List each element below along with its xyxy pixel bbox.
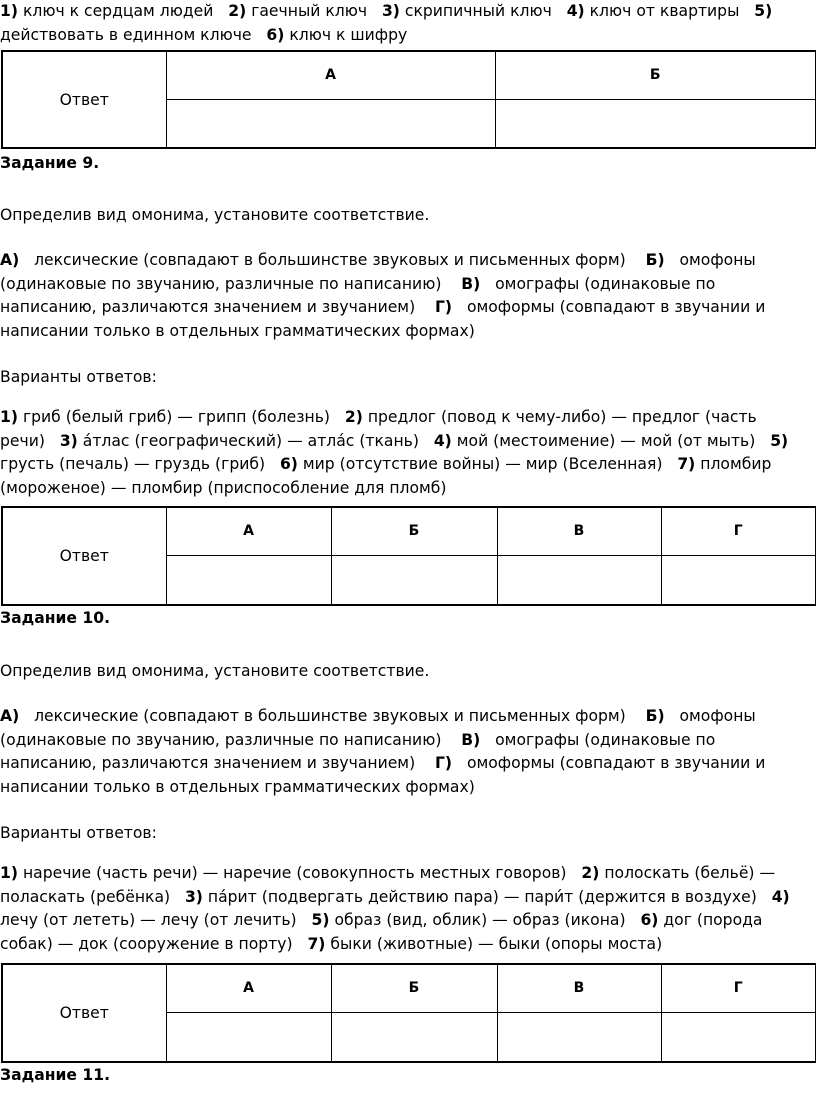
- answer-table-top: [1, 50, 816, 149]
- column-header-a: А: [166, 51, 495, 99]
- variant-text: образ (вид, облик) — образ (икона): [334, 911, 626, 930]
- type-text: омоформы (совпадают в звучании и написании только в отдельных грамматических формах): [0, 754, 766, 797]
- option-text: ключ от квартиры: [589, 2, 740, 20]
- variant-number: 7): [677, 455, 696, 474]
- variant-number: 3): [184, 887, 203, 906]
- task-9-variants-paragraph: [0, 406, 812, 501]
- answer-cell-a[interactable]: [166, 555, 331, 605]
- option-text: скрипичный ключ: [404, 2, 552, 20]
- type-text: омоформы (совпадают в звучании и написании только в отдельных грамматических формах): [0, 298, 766, 341]
- task-10-instruction: Определив вид омонима, установите соответствие.: [0, 662, 430, 680]
- option-number: 3): [381, 2, 400, 20]
- task-10-variants-paragraph: [0, 862, 812, 957]
- type-text: омофоны (одинаковые по звучанию, различные по написанию): [0, 707, 756, 749]
- variant-text: быки (животные) — быки (опоры моста): [330, 935, 663, 954]
- option-number: 6): [266, 25, 285, 44]
- type-text: омографы (одинаковые по написанию, различаются значением и звучанием): [0, 730, 716, 773]
- column-header-b: Б: [495, 51, 816, 99]
- column-header-g: Г: [661, 507, 816, 555]
- type-text: лексические (совпадают в большинстве звуковых и письменных форм): [34, 251, 626, 269]
- option-number: 2): [228, 2, 247, 20]
- type-key: Б): [645, 251, 665, 269]
- variant-number: 4): [433, 431, 452, 450]
- variant-number: 7): [307, 935, 326, 954]
- variant-text: предлог (повод к чему-либо) — предлог (часть речи): [0, 408, 757, 450]
- option-text: ключ к шифру: [289, 25, 408, 44]
- column-header-b: Б: [331, 964, 497, 1012]
- option-number: 5): [754, 2, 773, 20]
- option-text: действовать в единном ключе: [0, 25, 252, 44]
- answer-label: Ответ: [2, 51, 166, 148]
- task-9-instruction: Определив вид омонима, установите соответствие.: [0, 206, 430, 224]
- variant-text: грусть (печаль) — груздь (гриб): [0, 455, 266, 474]
- variant-text: мир (отсутствие войны) — мир (Вселенная): [302, 455, 663, 474]
- variant-number: 4): [771, 887, 790, 906]
- task-10-variants-label: Варианты ответов:: [0, 824, 157, 842]
- variant-number: 6): [279, 455, 298, 474]
- variant-number: 1): [0, 864, 18, 882]
- task-9-variants-label: Варианты ответов:: [0, 368, 157, 386]
- top-options-paragraph: [0, 0, 812, 47]
- variant-number: 5): [770, 431, 789, 450]
- type-key: Б): [645, 707, 665, 725]
- type-text: омографы (одинаковые по написанию, различаются значением и звучанием): [0, 274, 716, 317]
- answer-cell-g[interactable]: [661, 1012, 816, 1062]
- variant-number: 2): [344, 408, 363, 426]
- answer-cell-v[interactable]: [497, 555, 661, 605]
- variant-number: 5): [311, 911, 330, 930]
- answer-cell-b[interactable]: [495, 99, 816, 148]
- type-key: Г): [434, 298, 453, 317]
- type-text: лексические (совпадают в большинстве звуковых и письменных форм): [34, 707, 626, 725]
- variant-number: 1): [0, 408, 18, 426]
- answer-cell-v[interactable]: [497, 1012, 661, 1062]
- column-header-v: В: [497, 964, 661, 1012]
- task-10-heading: Задание 10.: [0, 609, 111, 627]
- type-text: омофоны (одинаковые по звучанию, различные по написанию): [0, 251, 756, 293]
- variant-text: пломбир (мороженое) — пломбир (приспособление для пломб): [0, 455, 772, 498]
- answer-label: Ответ: [2, 964, 166, 1062]
- variant-text: лечу (от лететь) — лечу (от лечить): [0, 911, 297, 930]
- column-header-a: А: [166, 507, 331, 555]
- option-text: ключ к сердцам людей: [22, 2, 214, 20]
- variant-number: 6): [640, 911, 659, 930]
- column-header-a: А: [166, 964, 331, 1012]
- variant-text: дог (порода собак) — док (сооружение в порту): [0, 911, 763, 954]
- variant-text: полоскать (бельё) — поласкать (ребёнка): [0, 864, 776, 906]
- type-key: В): [461, 730, 481, 749]
- task-11-heading: Задание 11.: [0, 1066, 111, 1084]
- answer-cell-b[interactable]: [331, 1012, 497, 1062]
- type-key: А): [0, 251, 20, 269]
- option-number: 4): [566, 2, 585, 20]
- task-9-heading: Задание 9.: [0, 154, 100, 172]
- answer-label: Ответ: [2, 507, 166, 605]
- variant-number: 3): [59, 431, 78, 450]
- answer-table-task-10: [1, 963, 816, 1063]
- answer-cell-a[interactable]: [166, 1012, 331, 1062]
- column-header-g: Г: [661, 964, 816, 1012]
- answer-cell-a[interactable]: [166, 99, 495, 148]
- variant-text: мой (местоимение) — мой (от мыть): [456, 431, 756, 450]
- task-9-types-paragraph: [0, 249, 812, 344]
- column-header-b: Б: [331, 507, 497, 555]
- variant-text: гриб (белый гриб) — грипп (болезнь): [22, 408, 330, 426]
- answer-table-task-9: [1, 506, 816, 606]
- type-key: А): [0, 707, 20, 725]
- option-text: гаечный ключ: [251, 2, 368, 20]
- variant-number: 2): [581, 864, 600, 882]
- variant-text: а́тлас (географический) — атла́с (ткань): [82, 431, 419, 450]
- answer-cell-g[interactable]: [661, 555, 816, 605]
- option-number: 1): [0, 2, 18, 20]
- variant-text: па́рит (подвергать действию пара) — пари́т (держится в воздухе): [207, 887, 757, 906]
- answer-cell-b[interactable]: [331, 555, 497, 605]
- type-key: В): [461, 274, 481, 293]
- column-header-v: В: [497, 507, 661, 555]
- type-key: Г): [434, 754, 453, 773]
- variant-text: наречие (часть речи) — наречие (совокупность местных говоров): [22, 864, 567, 882]
- task-10-types-paragraph: [0, 705, 812, 800]
